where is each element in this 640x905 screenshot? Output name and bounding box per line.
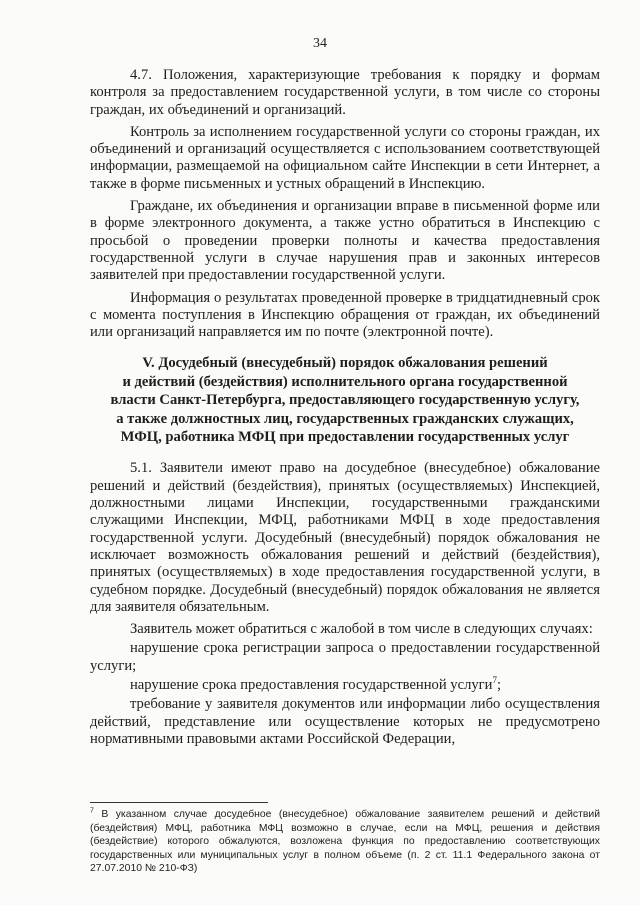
section-heading-line: V. Досудебный (внесудебный) порядок обжалования решений xyxy=(142,355,548,372)
section-heading-line: и действий (бездействия) исполнительного органа государственной xyxy=(122,373,568,390)
paragraph-4-7: 4.7. Положения, характеризующие требования к порядку и формам контроля за предоставлением государственной услуги, в том числе со стороны граждан, их объединений и организаций. xyxy=(90,67,600,118)
footnote-mark: 7 xyxy=(90,807,94,815)
list-item-deadline-punct: ; xyxy=(496,677,502,694)
footnote xyxy=(90,808,600,876)
list-item-deadline-text: нарушение срока предоставления государственной услуги xyxy=(130,677,493,694)
paragraph-citizens: Граждане, их объединения и организации вправе в письменной форме или в форме электронного документа, а также устно обратиться в Инспекцию с просьбой о проведении проверки полноты и качества предоставления государственной услуги в случае нарушения прав и законных интересов заявителей при предоставлении государственной услуги. xyxy=(90,198,600,284)
paragraph-control: Контроль за исполнением государственной услуги со стороны граждан, их объединений и организаций осуществляется с использованием соответствующей информации, размещаемой на официальном сайте Инспекции в сети Интернет, а также в форме письменных и устных обращений в Инспекцию. xyxy=(90,123,600,192)
body-text xyxy=(90,67,600,748)
section-heading-line: власти Санкт-Петербурга, предоставляющего государственную услугу, xyxy=(110,392,580,409)
list-item-deadline xyxy=(90,677,600,694)
list-item-requirement: требование у заявителя документов или информации либо осуществления действий, представление или осуществление которых не предусмотрено нормативными правовыми актами Российской Федерации, xyxy=(90,696,600,747)
paragraph-results: Информация о результатах проведенной проверке в тридцатидневный срок с момента поступления в Инспекцию обращения от граждан, их объединений или организаций направляется им по почте (электронной почте). xyxy=(90,289,600,341)
page-number: 34 xyxy=(313,36,327,51)
footnote-text: В указанном случае досудебное (внесудебное) обжалование заявителем решений и действий (бездействия) МФЦ, работника МФЦ возможно в случае, если на МФЦ, решения и действия (бездействие) которого обжалуются, возложена функция по предоставлению соответствующих государственных или муниципальных услуг в полном объеме (п. 2 ст. 11.1 Федерального закона от 27.07.2010 № 210-ФЗ) xyxy=(90,809,600,875)
paragraph-5-1: 5.1. Заявители имеют право на досудебное (внесудебное) обжалование решений и действий (бездействия), принятых (осуществляемых) Инспекцией, должностными лицами Инспекции, государственными гражданскими служащими Инспекции, МФЦ, работниками МФЦ в ходе предоставления государственной услуги. Досудебный (внесудебный) порядок обжалования не исключает возможность обжалования решений и действий (бездействия), принятых (осуществляемых) в ходе предоставления государственной услуги, в судебном порядке. Досудебный (внесудебный) порядок обжалования не является для заявителя обязательным. xyxy=(90,460,600,615)
footnote-reference[interactable]: 7 xyxy=(492,675,497,686)
list-item-registration: нарушение срока регистрации запроса о предоставлении государственной услуги; xyxy=(90,640,600,674)
section-heading-line: а также должностных лиц, государственных гражданских служащих, xyxy=(116,410,574,427)
section-heading xyxy=(90,354,600,446)
section-heading-line: МФЦ, работника МФЦ при предоставлении государственных услуг xyxy=(120,429,570,446)
paragraph-complaint-cases: Заявитель может обратиться с жалобой в том числе в следующих случаях: xyxy=(130,621,593,638)
footnote-divider xyxy=(90,802,268,803)
